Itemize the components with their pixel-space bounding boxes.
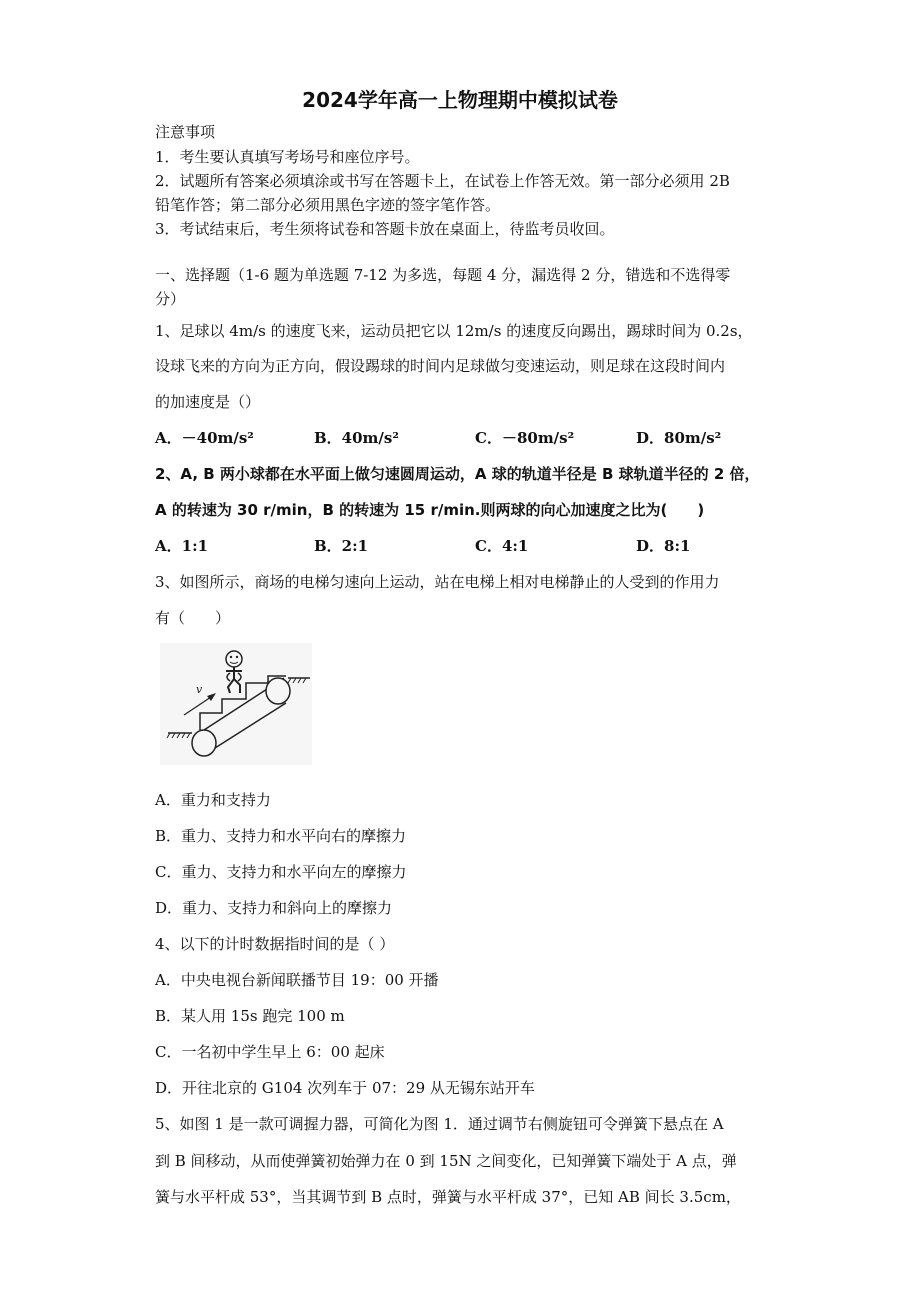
notice-item: 铅笔作答；第二部分必须用黑色字迹的签字笔作答。 [155,196,501,214]
question-3-option-b: B．重力、支持力和水平向右的摩擦力 [155,827,407,845]
question-4-text: 4、以下的计时数据指时间的是（ ） [155,935,395,953]
question-1-text: 设球飞来的方向为正方向，假设踢球的时间内足球做匀变速运动，则足球在这段时间内 [155,357,726,375]
question-1-option-c: C．－80m/s² [475,429,575,447]
question-4-option-a: A．中央电视台新闻联播节目 19：00 开播 [155,971,439,989]
question-5-text: 到 B 间移动，从而使弹簧初始弹力在 0 到 15N 之间变化，已知弹簧下端处于 A 点，弹 [155,1152,737,1170]
question-4-option-c: C．一名初中学生早上 6：00 起床 [155,1043,385,1061]
question-2-text: 2、A, B 两小球都在水平面上做匀速圆周运动，A 球的轨道半径是 B 球轨道半径的 2 倍， [155,465,760,483]
question-2-option-b: B．2:1 [314,537,369,555]
question-1-option-a: A．－40m/s² [155,429,254,447]
question-1-text: 的加速度是（） [155,393,261,411]
section-heading: 一、选择题（1-6 题为单选题 7-12 为多选，每题 4 分，漏选得 2 分，错选和不选得零 [155,266,731,284]
question-1-text: 1、足球以 4m/s 的速度飞来，运动员把它以 12m/s 的速度反向踢出，踢球时间为 0.2s， [155,322,753,340]
question-3-text: 有（ ） [155,609,231,627]
question-5-text: 5、如图 1 是一款可调握力器，可简化为图 1．通过调节右侧旋钮可令弹簧下悬点在 A [155,1115,724,1133]
question-4-option-d: D．开往北京的 G104 次列车于 07：29 从无锡东站开车 [155,1079,535,1097]
question-4-option-b: B．某人用 15s 跑完 100 m [155,1007,345,1025]
question-1-option-b: B．40m/s² [314,429,399,447]
question-3-text: 3、如图所示，商场的电梯匀速向上运动，站在电梯上相对电梯静止的人受到的作用力 [155,573,720,591]
notice-item: 2．试题所有答案必须填涂或书写在答题卡上，在试卷上作答无效。第一部分必须用 2B [155,172,730,190]
question-3-option-a: A．重力和支持力 [155,791,271,809]
notice-item: 1．考生要认真填写考场号和座位序号。 [155,148,420,166]
question-3-option-d: D．重力、支持力和斜向上的摩擦力 [155,899,393,917]
question-1-option-d: D．80m/s² [636,429,722,447]
notice-heading: 注意事项 [155,123,216,141]
question-2-option-c: C．4:1 [475,537,529,555]
question-2-option-d: D．8:1 [636,537,691,555]
escalator-figure [160,643,312,765]
question-2-text: A 的转速为 30 r/min，B 的转速为 15 r/min.则两球的向心加速度之比为( ) [155,501,705,519]
question-5-text: 簧与水平杆成 53°，当其调节到 B 点时，弹簧与水平杆成 37°，已知 AB 间长 3.5cm， [155,1188,741,1206]
velocity-label: v [196,683,203,696]
page-title: 2024学年高一上物理期中模拟试卷 [302,88,618,112]
question-2-option-a: A．1:1 [155,537,209,555]
notice-item: 3．考试结束后，考生须将试卷和答题卡放在桌面上，待监考员收回。 [155,220,615,238]
question-3-option-c: C．重力、支持力和水平向左的摩擦力 [155,863,407,881]
section-heading-cont: 分） [155,290,186,308]
